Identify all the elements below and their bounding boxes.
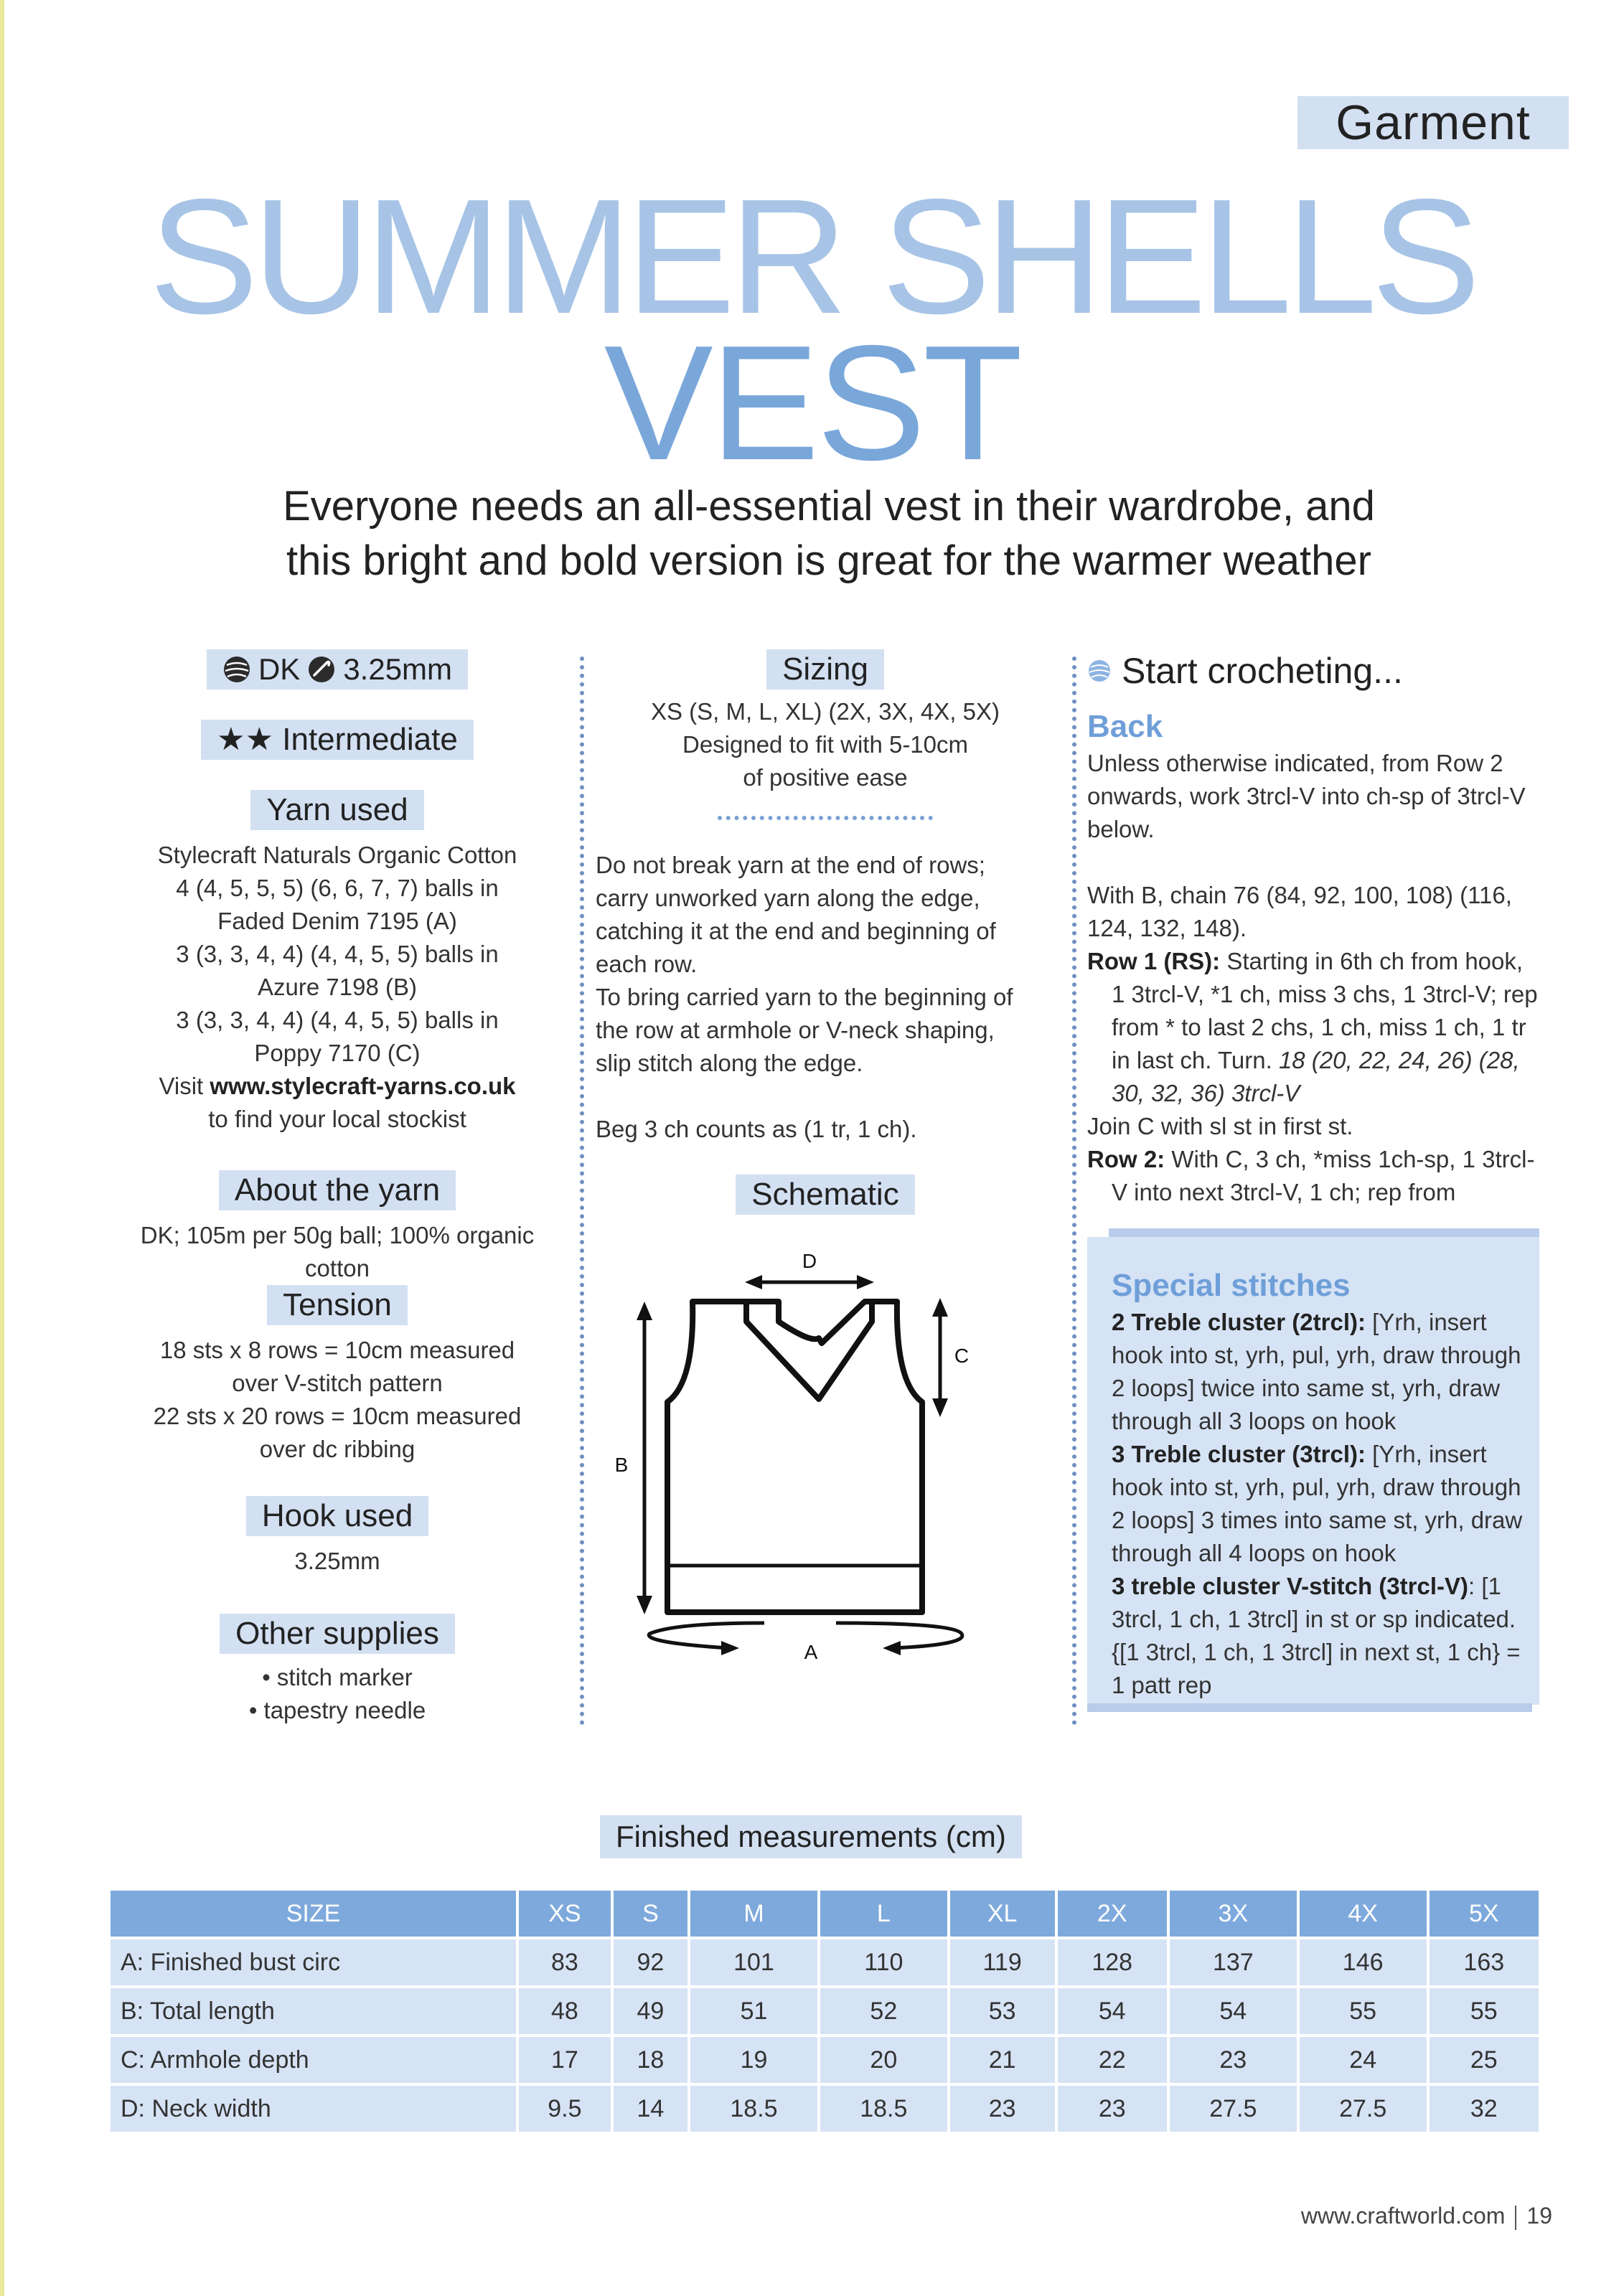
column-header: XL [950,1891,1055,1937]
table-cell: 23 [1058,2086,1167,2132]
page-number: 19 [1526,2203,1552,2229]
table-cell: 137 [1170,1939,1297,1985]
back-heading: Back [1087,709,1163,744]
dotted-separator [718,816,933,820]
weight-hook-badge [108,649,567,690]
standfirst-line-1: Everyone needs an all-essential vest in their wardrobe, and [283,483,1375,530]
standfirst-line-2: this bright and bold version is great for the warmer weather [286,537,1371,584]
sizing-line: XS (S, M, L, XL) (2X, 3X, 4X, 5X) [650,698,1000,725]
yarn-weight: DK [258,652,301,686]
table-cell: 22 [1058,2037,1167,2083]
instructions-column [1087,649,1539,1209]
tension-line: over V-stitch pattern [232,1370,443,1396]
sizing-line: of positive ease [743,764,908,791]
table-cell: 20 [820,2037,947,2083]
yarn-line: 3 (3, 3, 4, 4) (4, 4, 5, 5) balls in [176,1007,499,1033]
supply-item: • tapestry needle [248,1697,426,1723]
table-cell: 128 [1058,1939,1167,1985]
table-cell: 92 [614,1939,687,1985]
about-heading: About the yarn [219,1170,456,1210]
row-label: C: Armhole depth [111,2037,516,2083]
note-paragraph: Do not break yarn at the end of rows; carry unworked yarn along the edge, catching it at the end and beginning of each row. [596,852,996,977]
about-text: DK; 105m per 50g ball; 100% organic cotton [140,1222,535,1281]
table-cell: 18.5 [820,2086,947,2132]
sizing-heading: Sizing [766,649,884,690]
special-stitch: 3 Treble cluster (3trcl): [Yrh, insert hook into st, yrh, pul, yrh, draw through 2 loops] 3 times into same st, yrh, draw through all 4 loops on hook [1112,1441,1523,1566]
table-cell: 24 [1300,2037,1427,2083]
column-header: 2X [1058,1891,1167,1937]
table-cell: 17 [519,2037,611,2083]
table-cell: 55 [1300,1988,1427,2034]
table-cell: 18.5 [690,2086,817,2132]
table-title: Finished measurements (cm) [600,1815,1022,1858]
tension-line: 22 sts x 20 rows = 10cm measured [153,1403,522,1429]
title-line-1: SUMMER SHELLS [149,166,1475,348]
chain-text: With B, chain 76 (84, 92, 100, 108) (116, 124, 132, 148). [1087,882,1512,941]
row-2: Row 2: With C, 3 ch, *miss 1ch-sp, 1 3trcl-V into next 3trcl-V, 1 ch; rep from [1087,1146,1535,1205]
table-cell: 51 [690,1988,817,2034]
yarn-section [108,790,567,1136]
column-header: 4X [1300,1891,1427,1937]
table-cell: 14 [614,2086,687,2132]
column-header: M [690,1891,817,1937]
table-cell: 101 [690,1939,817,1985]
supply-item: • stitch marker [262,1664,413,1690]
sizing-line: Designed to fit with 5-10cm [682,731,968,758]
table-cell: 163 [1430,1939,1539,1985]
column-header: L [820,1891,947,1937]
table-cell: 21 [950,2037,1055,2083]
table-cell: 23 [1170,2037,1297,2083]
column-header: S [614,1891,687,1937]
level-stars: ★★ [217,722,274,757]
column-header: 5X [1430,1891,1539,1937]
row-label: D: Neck width [111,2086,516,2132]
hook-text: 3.25mm [294,1548,380,1574]
join-text: Join C with sl st in first st. [1087,1113,1353,1139]
supplies-section [108,1614,567,1727]
sizing-column [596,649,1055,1749]
start-heading: Start crocheting... [1122,651,1403,691]
column-header: XS [519,1891,611,1937]
intro-text: Unless otherwise indicated, from Row 2 onwards, work 3trcl-V into ch-sp of 3trcl-V below. [1087,750,1526,842]
table-cell: 27.5 [1300,2086,1427,2132]
special-stitch: 3 treble cluster V-stitch (3trcl-V): [1 3trcl, 1 ch, 1 3trcl] in st or sp indicated. {[1 3trcl, 1 ch, 1 3trcl] in next st, 1 ch} = 1 patt rep [1112,1573,1521,1698]
tension-line: 18 sts x 8 rows = 10cm measured [159,1337,515,1363]
column-divider [1072,657,1076,1726]
tension-heading: Tension [267,1285,408,1325]
yarn-line: 4 (4, 5, 5, 5) (6, 6, 7, 7) balls in [176,875,499,901]
table-cell: 110 [820,1939,947,1985]
table-header-row [111,1891,1539,1937]
yarn-line: 3 (3, 3, 4, 4) (4, 4, 5, 5) balls in [176,941,499,967]
yarn-ball-icon [1087,659,1112,683]
beg-note: Beg 3 ch counts as (1 tr, 1 ch). [596,1116,917,1142]
standfirst [187,479,1471,588]
visit-prefix: Visit [159,1073,204,1099]
supplies-heading: Other supplies [220,1614,455,1654]
visit-suffix: to find your local stockist [208,1106,466,1132]
measurements-table [108,1888,1541,2135]
yarn-line: Poppy 7170 (C) [254,1040,421,1066]
table-cell: 55 [1430,1988,1539,2034]
hook-icon [307,655,336,684]
table-cell: 48 [519,1988,611,2034]
about-section [108,1170,567,1285]
table-cell: 18 [614,2037,687,2083]
table-cell: 9.5 [519,2086,611,2132]
yarn-line: Stylecraft Naturals Organic Cotton [157,842,517,868]
footer-url[interactable]: www.craftworld.com [1300,2203,1506,2229]
title-line-2: VEST [604,312,1020,494]
schematic-heading: Schematic [736,1175,914,1215]
column-header: 3X [1170,1891,1297,1937]
hook-heading: Hook used [246,1496,428,1536]
table-row [111,2037,1539,2083]
column-divider [580,657,584,1726]
table-cell: 25 [1430,2037,1539,2083]
table-cell: 119 [950,1939,1055,1985]
table-cell: 54 [1058,1988,1167,2034]
tension-section [108,1285,567,1466]
table-cell: 52 [820,1988,947,2034]
row-label: A: Finished bust circ [111,1939,516,1985]
table-cell: 27.5 [1170,2086,1297,2132]
special-stitches-box [1087,1237,1539,1705]
yarn-ball-icon [222,655,251,684]
label-d: D [802,1250,817,1272]
table-row [111,2086,1539,2132]
row-1: Row 1 (RS): Starting in 6th ch from hook, 1 3trcl-V, *1 ch, miss 3 chs, 1 3trcl-V; rep from * to last 2 chs, 1 ch, miss 1 ch, 1 tr in last ch. Turn. 18 (20, 22, 24, 26) (28, 30, 32, 36) 3trcl-V [1087,948,1538,1106]
hook-size: 3.25mm [343,652,453,686]
special-heading: Special stitches [1112,1268,1351,1303]
schematic-diagram [596,1232,1055,1749]
tension-line: over dc ribbing [259,1436,416,1462]
table-cell: 146 [1300,1939,1427,1985]
yarn-line: Azure 7198 (B) [258,974,417,1000]
table-row [111,1939,1539,1985]
column-header: SIZE [111,1891,516,1937]
label-b: B [614,1454,629,1476]
label-c: C [954,1345,970,1367]
table-cell: 49 [614,1988,687,2034]
yarn-heading: Yarn used [250,790,423,830]
hook-section [108,1496,567,1578]
page-footer [1301,2203,1552,2230]
table-cell: 53 [950,1988,1055,2034]
table-cell: 23 [950,2086,1055,2132]
special-stitch: 2 Treble cluster (2trcl): [Yrh, insert hook into st, yrh, pul, yrh, draw through 2 loops] twice into same st, yrh, draw through all 3 loops on hook [1112,1309,1521,1434]
yarn-line: Faded Denim 7195 (A) [217,908,457,934]
level-badge [108,720,567,760]
row-label: B: Total length [111,1988,516,2034]
category-tag: Garment [1297,96,1569,149]
level-label: Intermediate [282,722,458,757]
note-paragraph: To bring carried yarn to the beginning of the row at armhole or V-neck shaping, slip stitch along the edge. [596,984,1013,1076]
table-cell: 32 [1430,2086,1539,2132]
label-a: A [804,1641,818,1663]
table-cell: 54 [1170,1988,1297,2034]
stylecraft-link[interactable]: www.stylecraft-yarns.co.uk [210,1073,516,1099]
table-cell: 83 [519,1939,611,1985]
table-cell: 19 [690,2037,817,2083]
table-row [111,1988,1539,2034]
